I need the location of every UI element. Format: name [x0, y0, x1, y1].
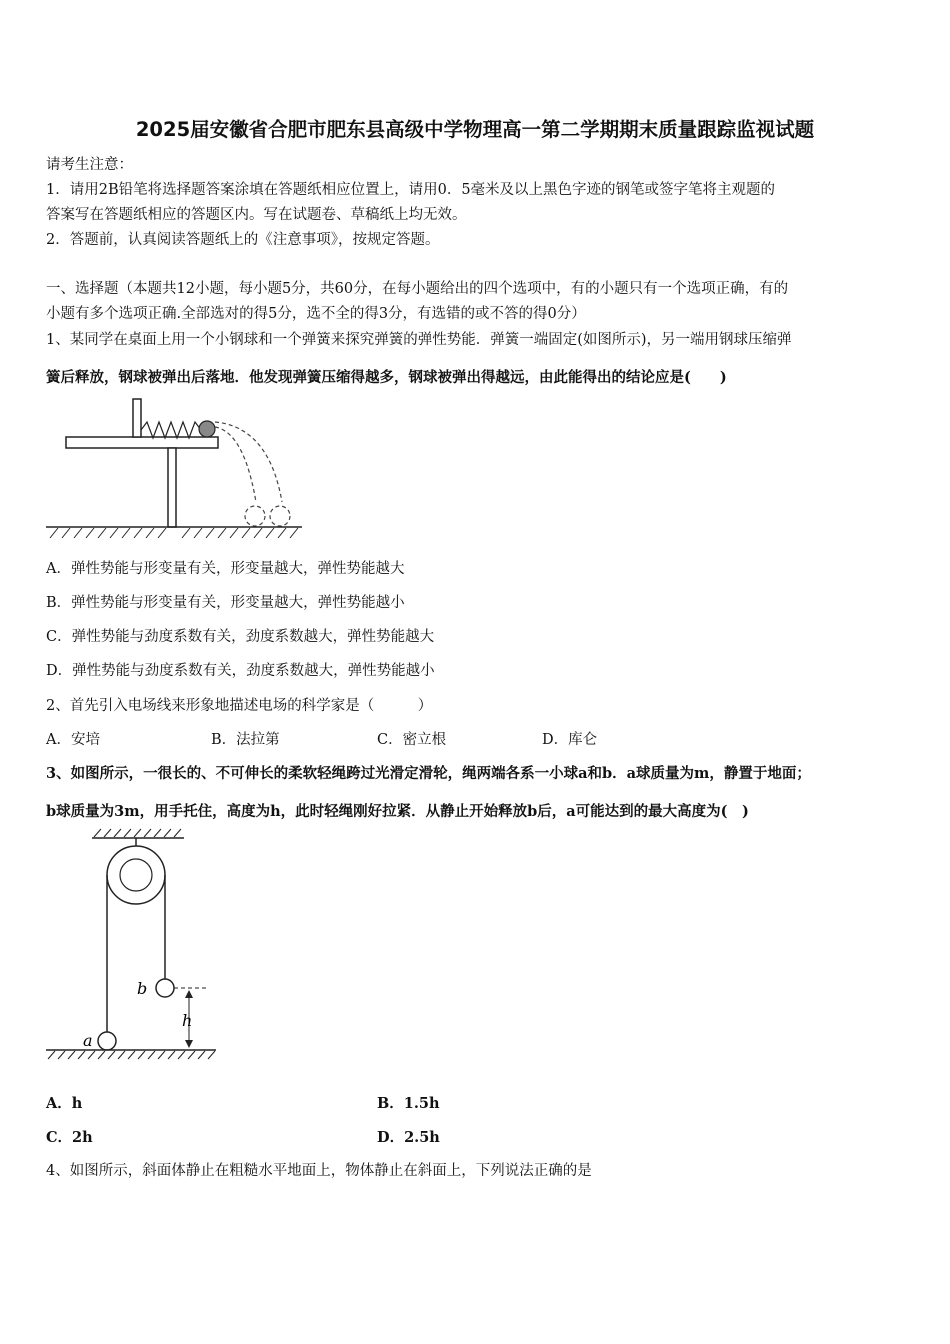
notice-line-3: 2．答题前，认真阅读答题纸上的《注意事项》，按规定答题。 — [46, 232, 440, 248]
notice-line-2: 答案写在答题纸相应的答题区内。写在试题卷、草稿纸上均无效。 — [46, 207, 467, 223]
table-leg — [168, 448, 176, 527]
spring-table-figure — [44, 392, 304, 542]
section-heading-line-2: 小题有多个选项正确.全部选对的得5分，选不全的得3分，有选错的或不答的得0分） — [46, 306, 586, 322]
page-title: 2025届安徽省合肥市肥东县高级中学物理高一第二学期期末质量跟踪监视试题 — [135, 118, 815, 141]
q2-option-c: C．密立根 — [377, 732, 447, 748]
steel-ball — [199, 421, 215, 437]
spring-coil — [141, 422, 201, 438]
q3-stem-line-2: b球质量为3m，用手托住，高度为h，此时轻绳刚好拉紧．从静止开始释放b后，a可能达到的最大高度为( ) — [46, 803, 749, 820]
pulley-figure — [44, 825, 224, 1065]
q3-option-d: D．2.5h — [377, 1129, 440, 1146]
trajectory-long — [215, 422, 282, 502]
ball-a — [98, 1032, 116, 1050]
q3-option-b: B．1.5h — [377, 1095, 440, 1112]
label-b: b — [137, 979, 148, 998]
q3-option-a: A．h — [46, 1095, 83, 1112]
notice-line-1: 1．请用2B铅笔将选择题答案涂填在答题纸相应位置上，请用0．5毫米及以上黑色字迹的钢笔或签字笔将主观题的 — [46, 182, 776, 198]
q1-option-a: A．弹性势能与形变量有关，形变量越大，弹性势能越大 — [46, 561, 405, 577]
height-arrow-top — [185, 990, 193, 998]
q2-option-b: B．法拉第 — [211, 732, 280, 748]
q2-stem: 2、首先引入电场线来形象地描述电场的科学家是（ ） — [46, 698, 433, 714]
pulley-hub — [120, 859, 152, 891]
q1-option-b: B．弹性势能与形变量有关，形变量越大，弹性势能越小 — [46, 595, 405, 611]
q2-option-d: D．库仑 — [542, 732, 598, 748]
landing-ball-1 — [245, 506, 265, 526]
q3-option-c: C．2h — [46, 1129, 93, 1146]
label-h: h — [182, 1011, 193, 1030]
q1-stem-line-2: 簧后释放，钢球被弹出后落地．他发现弹簧压缩得越多，钢球被弹出得越远，由此能得出的结论应是( ) — [46, 369, 727, 386]
q4-stem: 4、如图所示，斜面体静止在粗糙水平地面上，物体静止在斜面上，下列说法正确的是 — [46, 1163, 592, 1179]
q1-stem-line-1: 1、某同学在桌面上用一个小钢球和一个弹簧来探究弹簧的弹性势能．弹簧一端固定(如图所示)，另一端用钢球压缩弹 — [46, 332, 792, 348]
q1-option-c: C．弹性势能与劲度系数有关，劲度系数越大，弹性势能越大 — [46, 629, 435, 645]
spring-wall — [133, 399, 141, 437]
section-heading-line-1: 一、选择题（本题共12小题，每小题5分，共60分，在每小题给出的四个选项中，有的小题只有一个选项正确，有的 — [46, 281, 789, 297]
height-arrow-bottom — [185, 1040, 193, 1048]
q3-stem-line-1: 3、如图所示，一很长的、不可伸长的柔软轻绳跨过光滑定滑轮，绳两端各系一小球a和b．a球质量为m，静置于地面； — [46, 765, 811, 782]
q1-option-d: D．弹性势能与劲度系数有关，劲度系数越大，弹性势能越小 — [46, 663, 435, 679]
q2-option-a: A．安培 — [46, 732, 100, 748]
ball-b — [156, 979, 174, 997]
notice-heading: 请考生注意： — [46, 157, 133, 173]
trajectory-short — [215, 427, 256, 502]
table-top — [66, 437, 218, 448]
landing-ball-2 — [270, 506, 290, 526]
label-a: a — [83, 1031, 93, 1050]
